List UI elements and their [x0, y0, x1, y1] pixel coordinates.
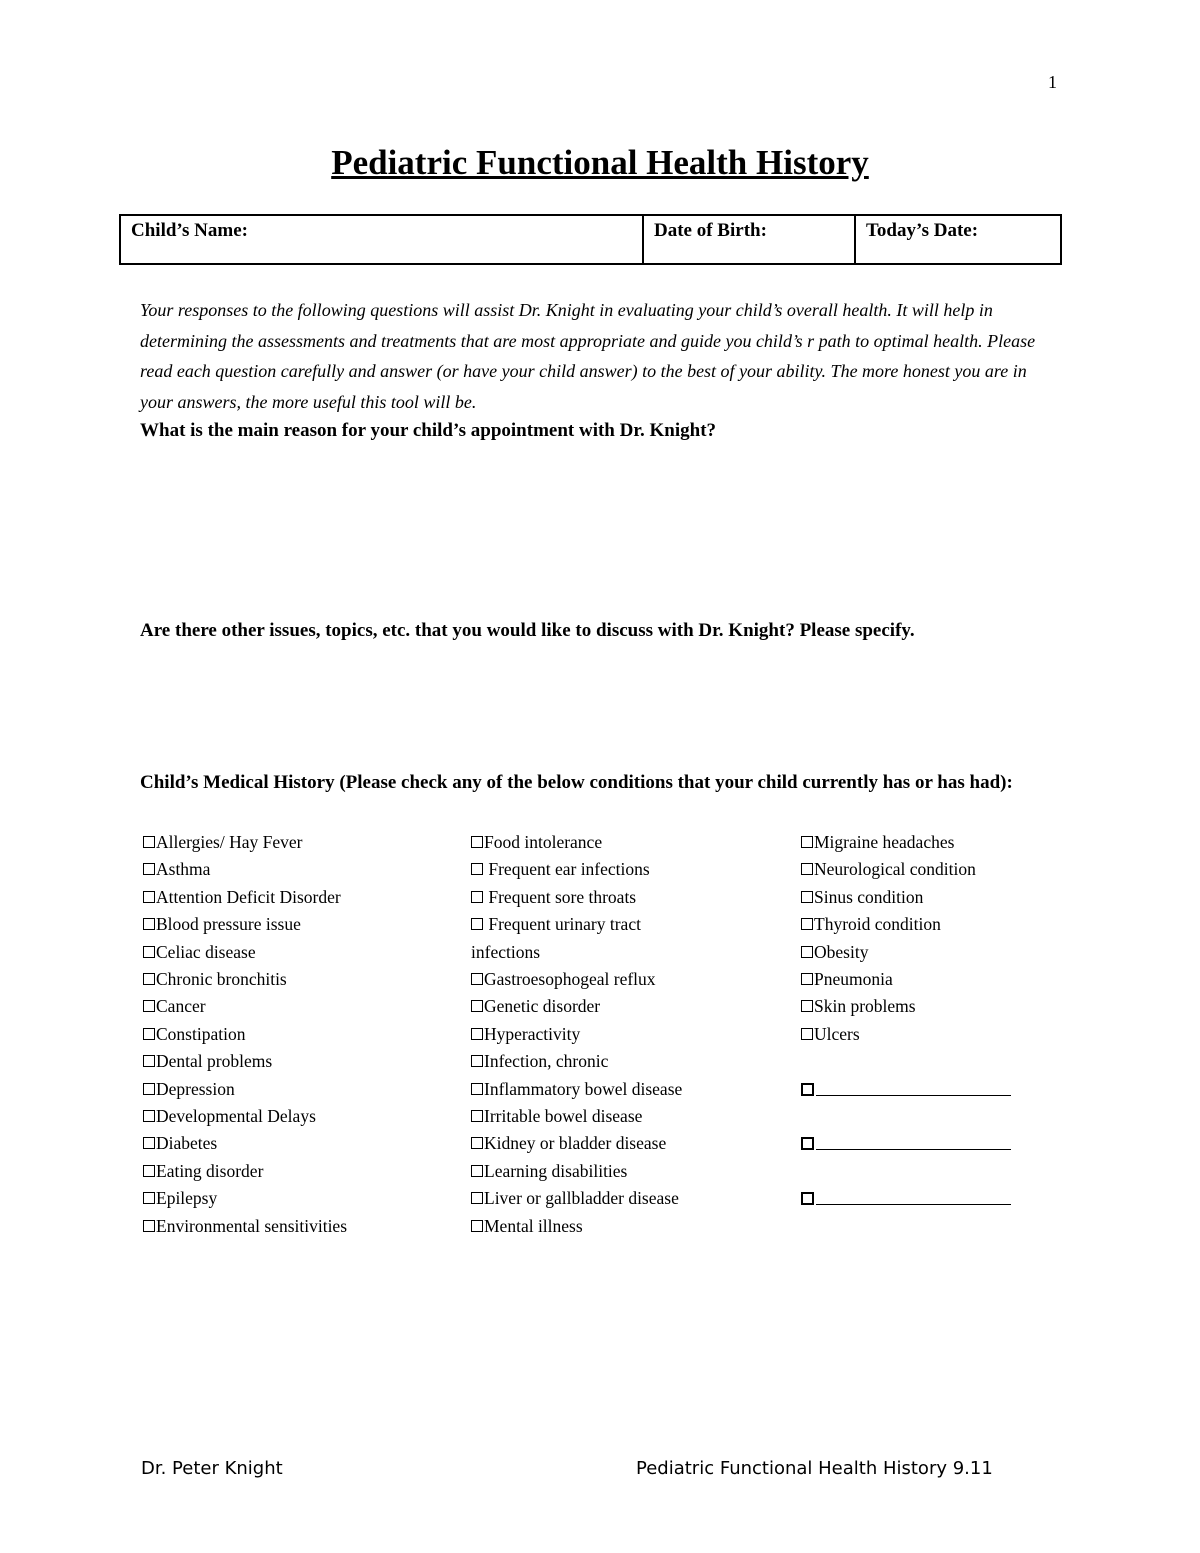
other-condition-field[interactable]: [801, 1077, 1011, 1097]
other-condition-field[interactable]: [801, 1131, 1011, 1151]
checkbox-icon[interactable]: [801, 1000, 813, 1012]
medical-history-heading: Child’s Medical History (Please check any of the below conditions that your child currently has or has had):: [140, 772, 1013, 793]
condition-item[interactable]: [143, 966, 463, 993]
condition-item[interactable]: [143, 856, 463, 883]
condition-label: Kidney or bladder disease: [484, 1133, 667, 1154]
other-condition-field[interactable]: [801, 1186, 1011, 1206]
condition-item[interactable]: [143, 884, 463, 911]
condition-label: Genetic disorder: [484, 996, 601, 1017]
condition-item[interactable]: [143, 1076, 463, 1103]
condition-item[interactable]: [801, 829, 1061, 856]
conditions-column-1: [143, 829, 463, 1240]
page-number: 1: [1048, 72, 1057, 92]
checkbox-icon[interactable]: [471, 1000, 483, 1012]
checkbox-icon[interactable]: [471, 1055, 483, 1067]
child-name-label: Child’s Name:: [131, 220, 248, 241]
condition-label: Environmental sensitivities: [156, 1215, 348, 1236]
condition-item[interactable]: [143, 1213, 463, 1240]
patient-info-table: [119, 214, 1062, 265]
checkbox-icon[interactable]: [143, 1110, 155, 1122]
checkbox-icon[interactable]: [471, 1165, 483, 1177]
footer-document-title: Pediatric Functional Health History 9.11: [636, 1458, 993, 1479]
condition-label: Obesity: [814, 941, 869, 962]
condition-label: Depression: [156, 1078, 235, 1099]
condition-item[interactable]: [471, 1185, 786, 1212]
condition-label: Frequent urinary tract infections: [471, 914, 641, 962]
checkbox-icon[interactable]: [801, 1028, 813, 1040]
condition-label: Cancer: [156, 996, 206, 1017]
condition-label: Inflammatory bowel disease: [484, 1078, 683, 1099]
blank-line[interactable]: [816, 1149, 1011, 1150]
condition-item[interactable]: [471, 1158, 786, 1185]
checkbox-icon[interactable]: [143, 1000, 155, 1012]
condition-label: Attention Deficit Disorder: [156, 886, 341, 907]
condition-item[interactable]: [143, 911, 463, 938]
condition-item[interactable]: [801, 939, 1061, 966]
checkbox-icon[interactable]: [143, 863, 155, 875]
checkbox-icon[interactable]: [471, 891, 483, 903]
blank-line[interactable]: [816, 1204, 1011, 1205]
condition-item[interactable]: [143, 829, 463, 856]
condition-label: Allergies/ Hay Fever: [156, 832, 303, 852]
condition-item[interactable]: [801, 1021, 1061, 1048]
question-main-reason: What is the main reason for your child’s appointment with Dr. Knight?: [140, 420, 717, 441]
condition-label: Mental illness: [484, 1215, 583, 1236]
condition-item[interactable]: [801, 993, 1061, 1020]
checkbox-icon[interactable]: [471, 1137, 483, 1149]
todays-date-label: Today’s Date:: [866, 220, 979, 241]
footer-author: Dr. Peter Knight: [141, 1458, 283, 1479]
condition-item[interactable]: [143, 1103, 463, 1130]
condition-item[interactable]: [801, 884, 1061, 911]
checkbox-icon[interactable]: [471, 836, 483, 848]
page-title: Pediatric Functional Health History: [331, 143, 869, 182]
child-name-field[interactable]: [120, 215, 643, 264]
condition-label: Asthma: [156, 859, 211, 880]
condition-item[interactable]: [471, 1103, 786, 1130]
checkbox-icon[interactable]: [801, 1192, 814, 1205]
checkbox-icon[interactable]: [471, 1083, 483, 1095]
checkbox-icon[interactable]: [143, 1055, 155, 1067]
checkbox-icon[interactable]: [801, 973, 813, 985]
condition-item[interactable]: [471, 829, 786, 856]
conditions-column-2: [471, 829, 786, 1240]
checkbox-icon[interactable]: [801, 1137, 814, 1150]
condition-label: Sinus condition: [814, 886, 924, 907]
checkbox-icon[interactable]: [143, 1083, 155, 1095]
condition-item[interactable]: [801, 911, 1061, 938]
condition-item[interactable]: [471, 966, 786, 993]
condition-item[interactable]: [471, 911, 701, 966]
checkbox-icon[interactable]: [801, 863, 813, 875]
checkbox-icon[interactable]: [471, 1110, 483, 1122]
checkbox-icon[interactable]: [143, 1192, 155, 1204]
condition-item[interactable]: [801, 966, 1061, 993]
todays-date-field[interactable]: [855, 215, 1061, 264]
condition-label: Celiac disease: [156, 941, 256, 962]
condition-item[interactable]: [471, 1213, 786, 1240]
checkbox-icon[interactable]: [801, 1083, 814, 1096]
condition-item[interactable]: [143, 939, 463, 966]
condition-item[interactable]: [471, 993, 786, 1020]
checkbox-icon[interactable]: [143, 946, 155, 958]
date-of-birth-label: Date of Birth:: [654, 220, 767, 241]
checkbox-icon[interactable]: [471, 863, 483, 875]
checkbox-icon[interactable]: [801, 836, 813, 848]
checkbox-icon[interactable]: [471, 1220, 483, 1232]
intro-text: Your responses to the following questions will assist Dr. Knight in evaluating your child’s overall health. It will help in determining the assessments and treatments that are most appropriate and guide you child’s r path to optimal health. Please read each question carefully and answer (or have your child answer) to the best of your ability. The more honest you are in your answers, the more useful this tool will be.: [140, 300, 1036, 412]
checkbox-icon[interactable]: [471, 918, 483, 930]
condition-label: Epilepsy: [156, 1188, 218, 1209]
checkbox-icon[interactable]: [801, 918, 813, 930]
checkbox-icon[interactable]: [801, 946, 813, 958]
condition-item[interactable]: [143, 1021, 463, 1048]
condition-label: Gastroesophogeal reflux: [484, 969, 656, 990]
checkbox-icon[interactable]: [801, 891, 813, 903]
condition-item[interactable]: [471, 856, 786, 883]
condition-label: Blood pressure issue: [156, 914, 301, 935]
checkbox-icon[interactable]: [143, 1028, 155, 1040]
condition-item[interactable]: [143, 1048, 463, 1075]
condition-label: Frequent ear infections: [484, 859, 650, 880]
condition-label: Frequent sore throats: [484, 886, 637, 907]
condition-label: Food intolerance: [484, 832, 603, 852]
condition-item[interactable]: [471, 1021, 786, 1048]
condition-item[interactable]: [471, 884, 786, 911]
condition-label: Eating disorder: [156, 1160, 264, 1181]
condition-label: Thyroid condition: [814, 914, 941, 935]
condition-label: Diabetes: [156, 1133, 218, 1154]
condition-item[interactable]: [143, 993, 463, 1020]
checkbox-icon[interactable]: [471, 1192, 483, 1204]
condition-item[interactable]: [471, 1130, 786, 1157]
condition-item[interactable]: [143, 1130, 463, 1157]
condition-label: Skin problems: [814, 996, 916, 1017]
condition-label: Irritable bowel disease: [484, 1106, 643, 1127]
checkbox-icon[interactable]: [143, 918, 155, 930]
condition-label: Liver or gallbladder disease: [484, 1188, 679, 1209]
condition-item[interactable]: [143, 1185, 463, 1212]
condition-label: Dental problems: [156, 1051, 273, 1072]
condition-label: Developmental Delays: [156, 1106, 316, 1127]
condition-label: Neurological condition: [814, 859, 976, 880]
checkbox-icon[interactable]: [471, 973, 483, 985]
checkbox-icon[interactable]: [143, 891, 155, 903]
checkbox-icon[interactable]: [143, 1220, 155, 1232]
condition-item[interactable]: [471, 1048, 786, 1075]
condition-item[interactable]: [801, 856, 1061, 883]
checkbox-icon[interactable]: [143, 836, 155, 848]
condition-label: Learning disabilities: [484, 1160, 628, 1181]
condition-label: Migraine headaches: [814, 832, 955, 852]
checkbox-icon[interactable]: [143, 1165, 155, 1177]
condition-item[interactable]: [143, 1158, 463, 1185]
blank-line[interactable]: [816, 1095, 1011, 1096]
condition-label: Constipation: [156, 1023, 246, 1044]
checkbox-icon[interactable]: [471, 1028, 483, 1040]
condition-label: Infection, chronic: [484, 1051, 609, 1072]
date-of-birth-field[interactable]: [643, 215, 855, 264]
condition-label: Chronic bronchitis: [156, 969, 287, 990]
condition-label: Hyperactivity: [484, 1023, 581, 1044]
condition-label: Ulcers: [814, 1023, 860, 1044]
conditions-column-3: [801, 829, 1061, 1048]
checkbox-icon[interactable]: [143, 1137, 155, 1149]
condition-item[interactable]: [471, 1076, 786, 1103]
question-other-issues: Are there other issues, topics, etc. that you would like to discuss with Dr. Knight? Please specify.: [140, 620, 915, 641]
checkbox-icon[interactable]: [143, 973, 155, 985]
condition-label: Pneumonia: [814, 969, 893, 990]
